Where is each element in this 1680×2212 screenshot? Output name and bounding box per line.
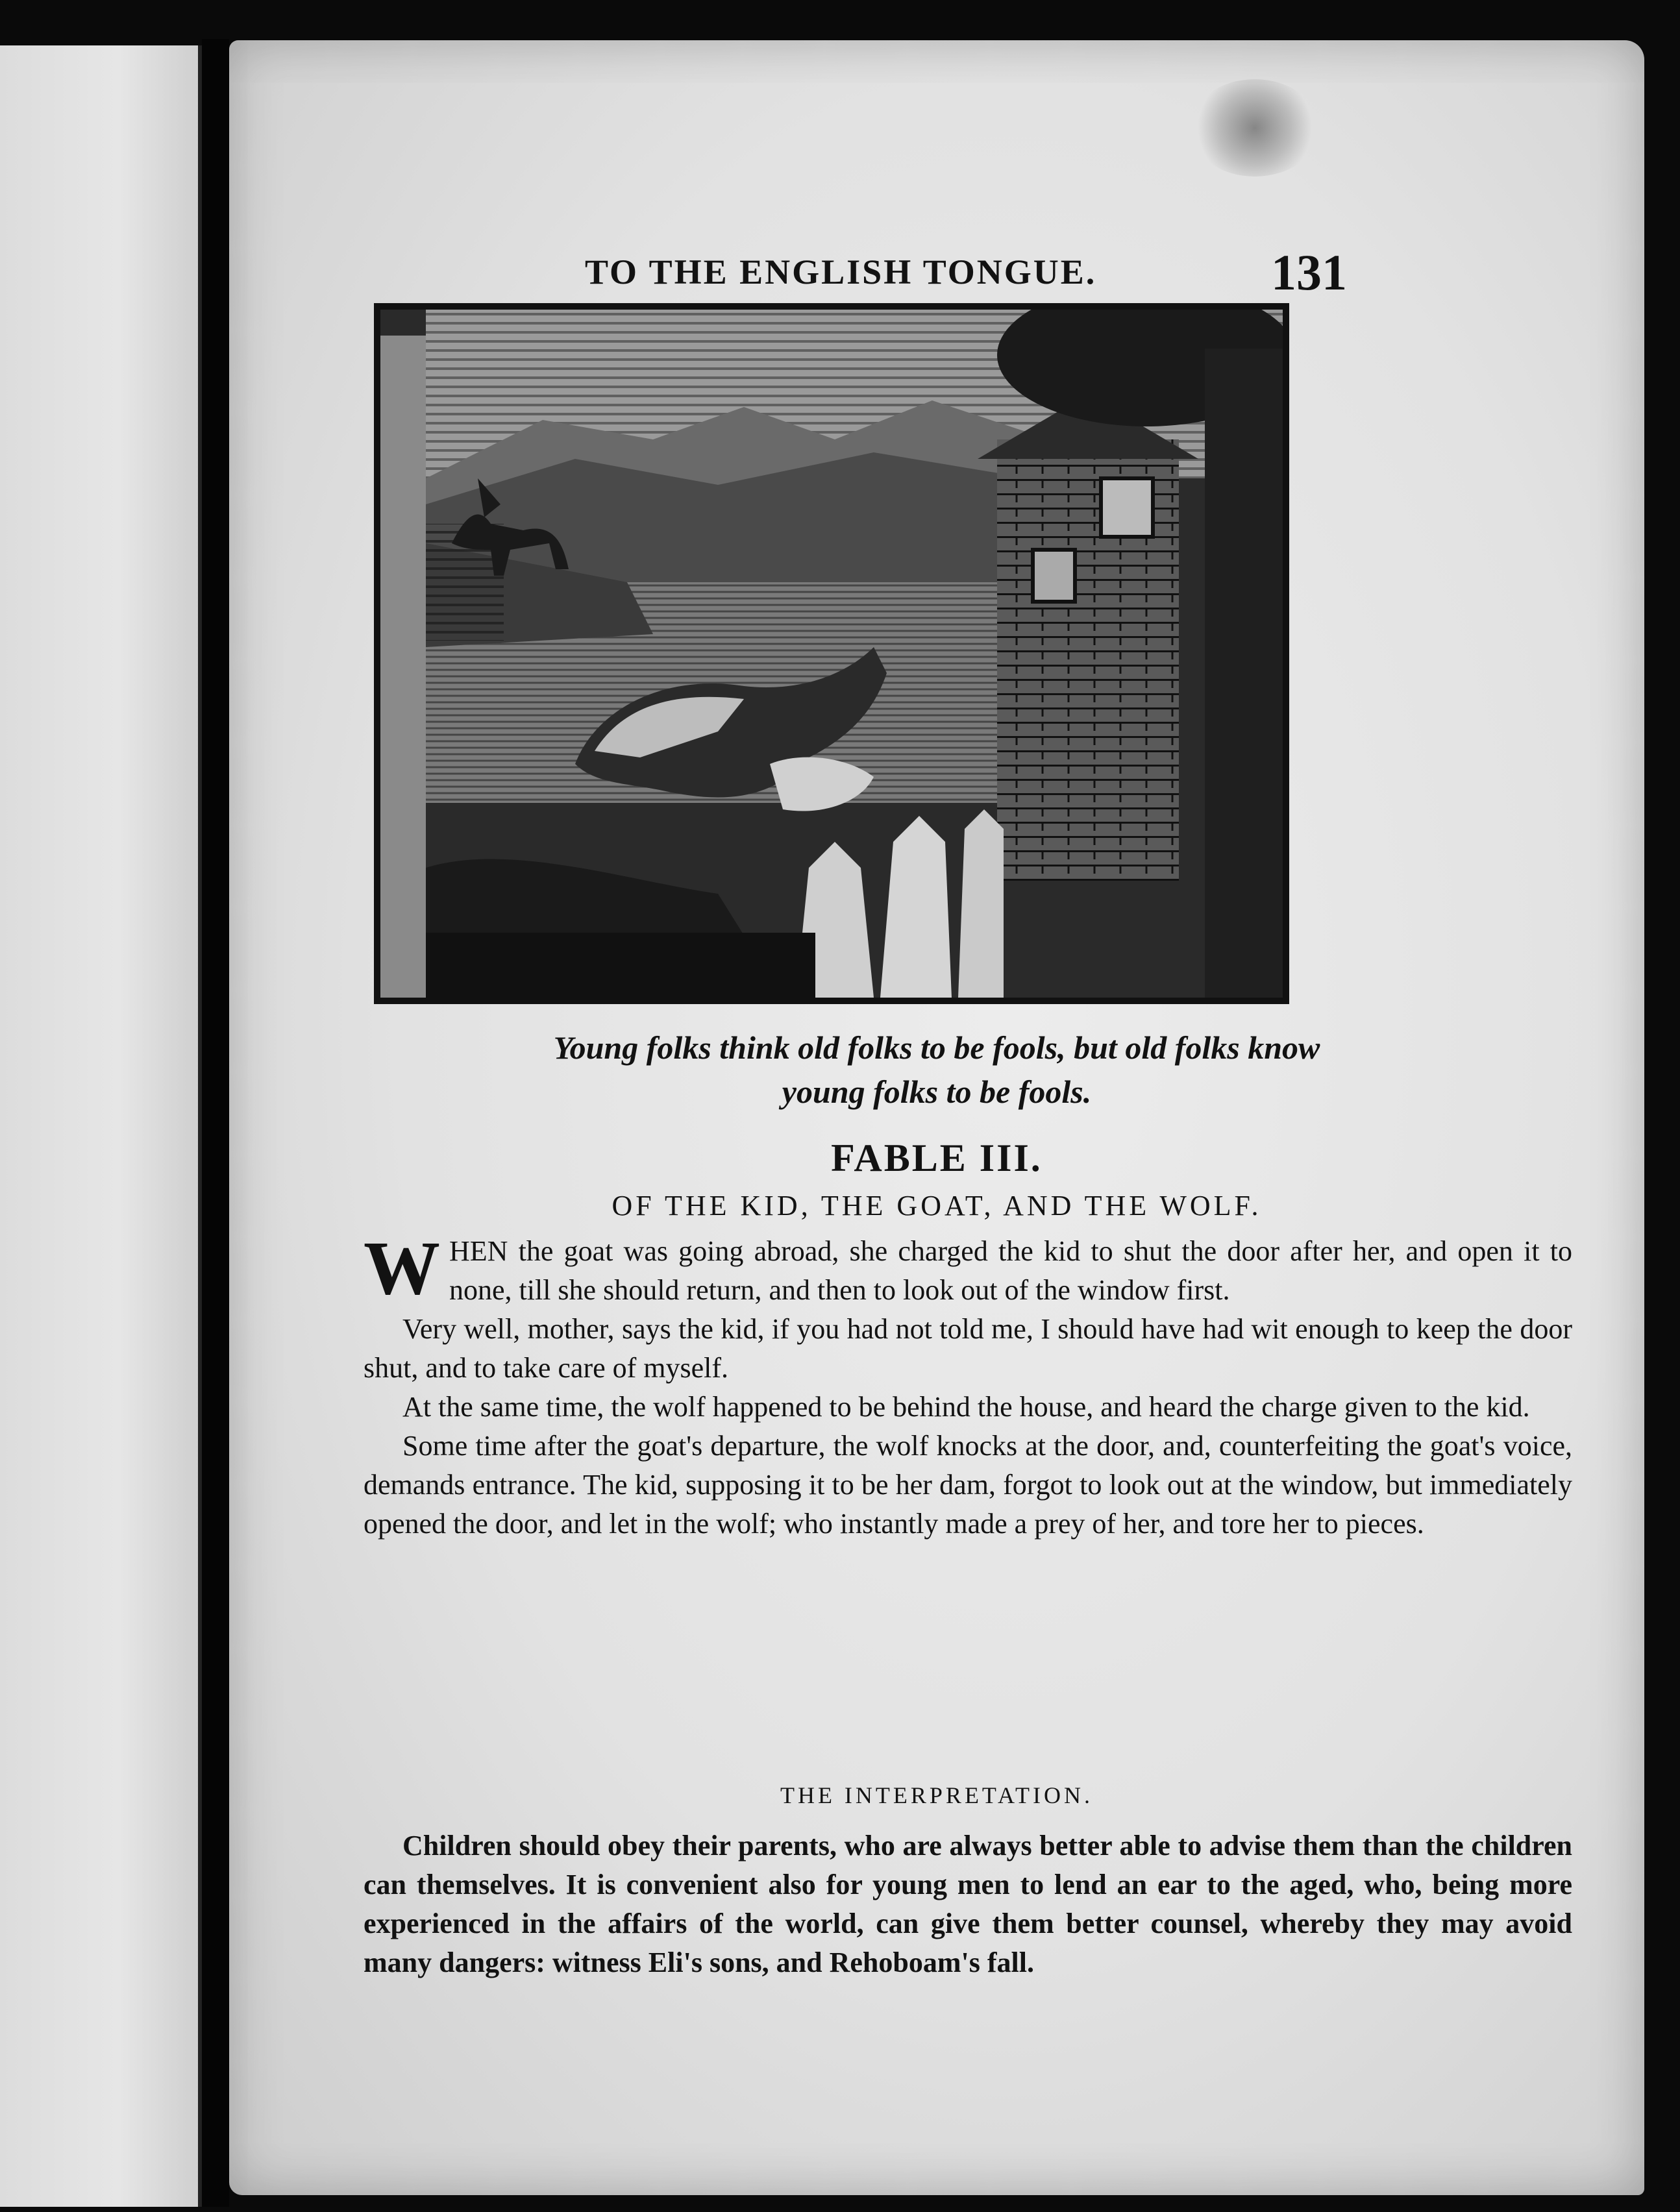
caption-line-1: Young folks think old folks to be fools, but old folks know (553, 1029, 1320, 1066)
book-page (229, 40, 1644, 2195)
fable-text (364, 1225, 1572, 1543)
fable-paragraph-1: WHEN the goat was going abroad, she charged the kid to shut the door after her, and open it to none, till she should return, and then to look out of the window first. (364, 1225, 1572, 1310)
interpretation-heading: THE INTERPRETATION. (780, 1782, 1094, 1808)
facing-page (0, 45, 202, 2207)
page-header (229, 208, 1644, 301)
running-head: TO THE ENGLISH TONGUE. (585, 252, 1097, 291)
ink-stain (1190, 79, 1320, 177)
interpretation-text (364, 1826, 1572, 1982)
page-number: 131 (1271, 244, 1347, 301)
woodcut-illustration (374, 303, 1289, 1004)
woodcut-wolf-kid-goat-illustration (380, 310, 1283, 998)
interpretation-paragraph: Children should obey their parents, who are always better able to advise them than the children can themselves. It is convenient also for young men to lend an ear to the aged, who, being more experienced in the affairs of the world, can give them better counsel, whereby they may avoid many dangers: witness Eli's sons, and Rehoboam's fall. (364, 1830, 1572, 1978)
fable-title: OF THE KID, THE GOAT, AND THE WOLF. (611, 1190, 1262, 1222)
caption-line-2: young folks to be fools. (782, 1074, 1092, 1110)
drop-cap: W (364, 1225, 440, 1310)
fable-paragraph-2: Very well, mother, says the kid, if you had not told me, I should have had wit enough to keep the door shut, and to take care of myself. (364, 1313, 1572, 1384)
fable-paragraph-4: Some time after the goat's departure, the wolf knocks at the door, and, counterfeiting the goat's voice, demands entrance. The kid, supposing it to be her dam, forgot to look out at the window, but immediately opened the door, and let in the wolf; who instantly made a prey of her, and tore her to pieces. (364, 1430, 1572, 1540)
book-gutter (202, 39, 229, 2207)
illustration-caption (229, 1026, 1644, 1114)
fable-paragraph-3: At the same time, the wolf happened to be behind the house, and heard the charge given to the kid. (402, 1391, 1530, 1423)
fable-number: FABLE III. (831, 1137, 1043, 1179)
